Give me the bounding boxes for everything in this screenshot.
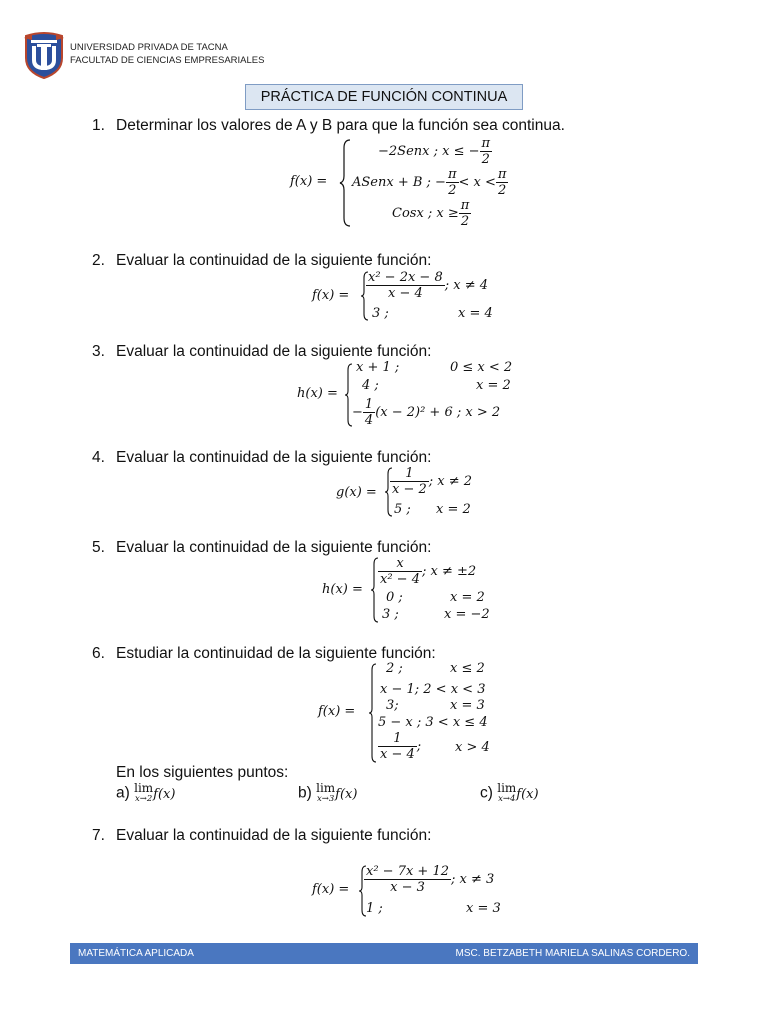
frac-num: π: [497, 167, 507, 182]
question-2: [92, 252, 431, 270]
formula-5-case-1: [378, 556, 476, 587]
formula-2-case-2: 3 ;: [372, 306, 389, 321]
frac-den: x − 3: [390, 880, 425, 895]
formula-2-lhs: f(x) =: [312, 288, 350, 303]
formula-1-case-1: [378, 136, 492, 167]
point-b: [298, 783, 357, 805]
formula-6-row-5: [378, 731, 421, 762]
question-4: [92, 449, 431, 467]
formula-5-row-3-cond: x = −2: [444, 607, 490, 622]
frac-den: x − 2: [392, 482, 427, 497]
lim-sub: x→4: [498, 794, 516, 804]
frac-num: 1: [364, 397, 374, 412]
case-text: (x − 2)² + 6 ; x > 2: [375, 405, 501, 420]
frac-den: x² − 4: [380, 572, 420, 587]
frac-num: π: [481, 136, 491, 151]
formula-6-row-3: 3;: [386, 698, 399, 713]
lim-text: lim: [497, 781, 517, 795]
frac-num: 1: [390, 466, 429, 482]
formula-1-case-3: [392, 198, 471, 229]
brace-icon: [338, 138, 352, 228]
case-text: Cosx ; x ≥: [392, 206, 459, 221]
question-number: 2.: [92, 252, 105, 269]
formula-6-row-2: x − 1; 2 < x < 3: [380, 682, 486, 697]
case-text: < x <: [458, 175, 496, 190]
frac-num: π: [460, 198, 470, 213]
formula-2-case-1: [366, 270, 488, 301]
university-name: UNIVERSIDAD PRIVADA DE TACNA: [70, 42, 228, 53]
formula-6-row-1-cond: x ≤ 2: [450, 661, 485, 676]
question-1: [92, 117, 565, 135]
question-3: [92, 343, 431, 361]
formula-5-row-2-cond: x = 2: [450, 590, 485, 605]
frac-num: x: [378, 556, 422, 572]
case-text: ; x ≠ 4: [444, 278, 489, 293]
question-6: [92, 645, 436, 663]
question-number: 3.: [92, 343, 105, 360]
question-text: Evaluar la continuidad de la siguiente función:: [116, 343, 432, 360]
page-title: PRÁCTICA DE FUNCIÓN CONTINUA: [245, 84, 523, 110]
case-text: ASenx + B ; −: [352, 175, 446, 190]
lim-fx: f(x): [335, 786, 358, 802]
frac-num: x² − 2x − 8: [368, 270, 443, 285]
formula-4-case-1: [390, 466, 472, 497]
formula-6-row-1: 2 ;: [386, 661, 403, 676]
lim-sub: x→3: [316, 794, 335, 804]
formula-6-row-4: 5 − x ; 3 < x ≤ 4: [378, 715, 488, 730]
frac-num: π: [447, 167, 457, 182]
formula-6-lhs: f(x) =: [318, 704, 356, 719]
frac-den: 2: [498, 183, 507, 198]
formula-5-row-2: 0 ;: [386, 590, 403, 605]
frac-num: x² − 7x + 12: [366, 864, 450, 879]
faculty-name: FACULTAD DE CIENCIAS EMPRESARIALES: [70, 54, 265, 66]
frac-den: 4: [364, 413, 374, 428]
formula-7-case-1: [364, 864, 494, 895]
case-text: ; x ≠ 2: [428, 474, 473, 489]
question-number: 1.: [92, 117, 105, 134]
formula-7-lhs: f(x) =: [312, 882, 350, 897]
case-text: −2Senx ; x ≤ −: [378, 144, 480, 159]
case-text: −: [352, 405, 363, 420]
point-a: [116, 783, 175, 805]
document-header: [22, 28, 342, 84]
formula-4-lhs: g(x) =: [336, 485, 377, 500]
question-text: Evaluar la continuidad de la siguiente función:: [116, 252, 432, 269]
point-label: c): [480, 784, 493, 802]
page-footer: [70, 943, 698, 964]
university-logo-icon: [22, 28, 66, 80]
question-text: Estudiar la continuidad de la siguiente función:: [116, 645, 436, 662]
formula-3-lhs: h(x) =: [297, 386, 338, 401]
lim-sub: x→2: [134, 794, 153, 804]
question-text: Evaluar la continuidad de la siguiente función:: [116, 827, 432, 844]
formula-1-case-2: [352, 167, 508, 198]
question-text: Determinar los valores de A y B para que la función sea continua.: [116, 117, 565, 134]
question-5: [92, 539, 431, 557]
formula-6-row-3-cond: x = 3: [450, 698, 485, 713]
point-label: b): [298, 784, 312, 802]
formula-6-row-5-cond: x > 4: [455, 740, 490, 755]
lim-fx: f(x): [153, 786, 176, 802]
question-text: Evaluar la continuidad de la siguiente función:: [116, 449, 432, 466]
frac-den: x − 4: [380, 747, 415, 762]
footer-course: MATEMÁTICA APLICADA: [78, 948, 194, 959]
point-c: [480, 783, 539, 805]
formula-5-lhs: h(x) =: [322, 582, 363, 597]
points-intro: En los siguientes puntos:: [116, 764, 289, 781]
frac-num: 1: [378, 731, 417, 747]
question-number: 7.: [92, 827, 105, 844]
question-number: 5.: [92, 539, 105, 556]
lim-fx: f(x): [516, 786, 539, 802]
frac-den: 2: [460, 214, 470, 229]
frac-den: x − 4: [387, 286, 423, 301]
formula-3-row-2-cond: x = 2: [476, 378, 511, 393]
formula-4-case-2: 5 ;: [394, 502, 411, 517]
formula-4-case-2-cond: x = 2: [436, 502, 471, 517]
institution-block: [70, 42, 264, 67]
formula-1-lhs: f(x) =: [290, 174, 328, 189]
question-number: 4.: [92, 449, 105, 466]
frac-den: 2: [448, 183, 457, 198]
brace-icon: [368, 662, 378, 764]
formula-5-row-3: 3 ;: [382, 607, 399, 622]
question-number: 6.: [92, 645, 105, 662]
point-label: a): [116, 784, 130, 802]
frac-den: 2: [481, 152, 490, 167]
case-text: ; x ≠ ±2: [421, 564, 477, 579]
lim-text: lim: [316, 781, 336, 795]
formula-3-row-1: x + 1 ;: [356, 360, 400, 375]
case-text: ;: [416, 739, 422, 754]
question-7: [92, 827, 431, 845]
case-text: ; x ≠ 3: [451, 872, 495, 887]
footer-author: MSC. BETZABETH MARIELA SALINAS CORDERO.: [455, 948, 690, 959]
formula-7-case-2: 1 ;: [366, 901, 383, 916]
formula-3-row-1-cond: 0 ≤ x < 2: [450, 360, 513, 375]
formula-2-case-2-cond: x = 4: [458, 306, 493, 321]
lim-text: lim: [134, 781, 154, 795]
question-text: Evaluar la continuidad de la siguiente función:: [116, 539, 432, 556]
formula-3-row-2: 4 ;: [362, 378, 379, 393]
formula-7-case-2-cond: x = 3: [466, 901, 501, 916]
formula-3-row-3: [352, 397, 500, 428]
